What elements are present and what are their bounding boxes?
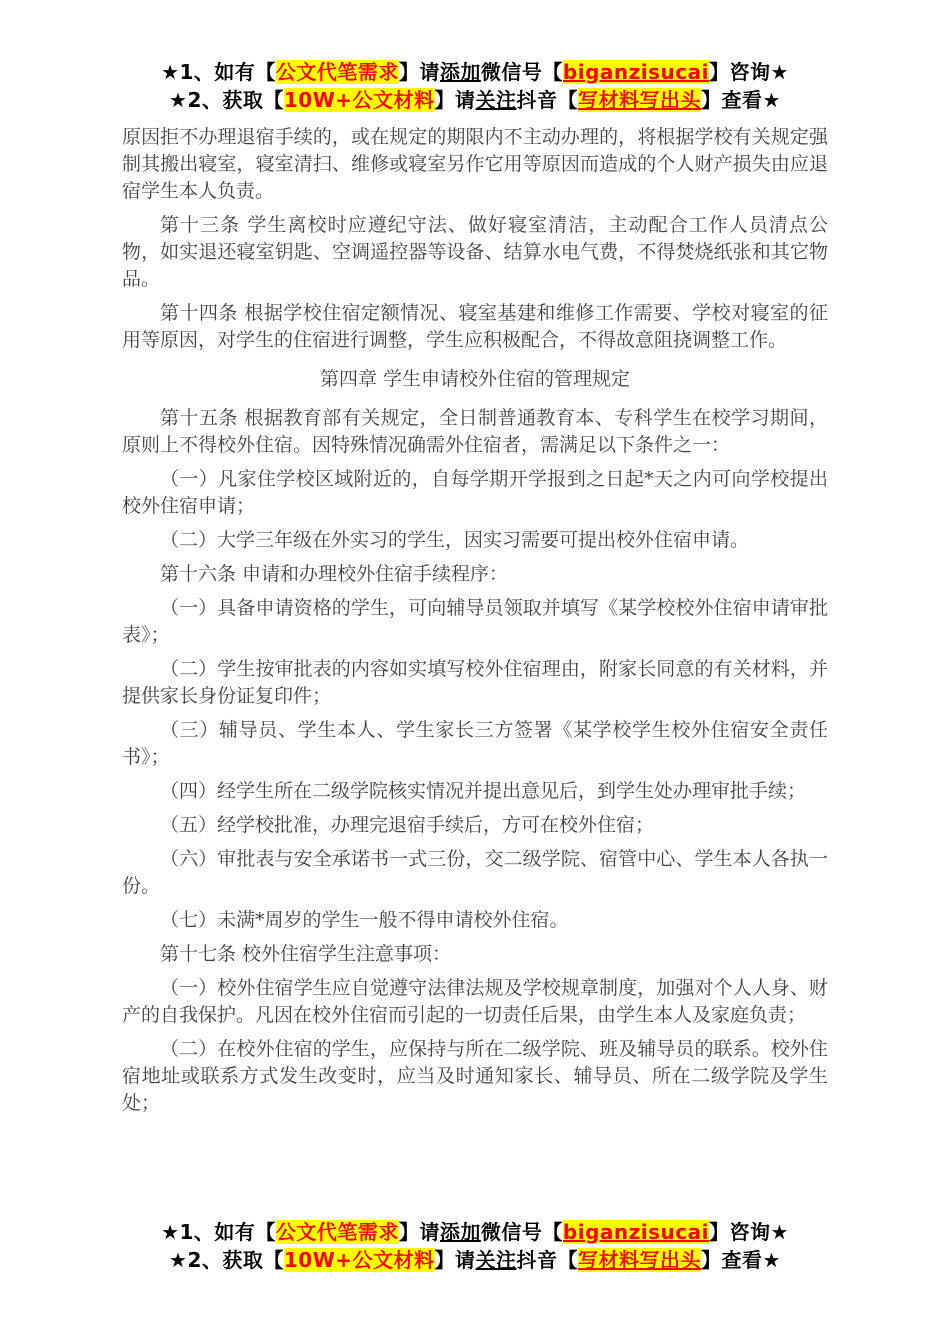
paragraph: （一）具备申请资格的学生，可向辅导员领取并填写《某学校校外住宿申请审批表》；	[122, 597, 828, 646]
paragraph: 第十五条 根据教育部有关规定，全日制普通教育本、专科学生在校学习期间，原则上不得校外住宿。因特殊情况确需外住宿者，需满足以下条件之一：	[122, 407, 828, 456]
promo-line	[0, 1246, 950, 1274]
promo-line	[0, 58, 950, 86]
promo-header	[0, 0, 950, 114]
promo-text: ★2、获取【	[169, 1248, 284, 1272]
paragraph: （六）审批表与安全承诺书一式三份，交二级学院、宿管中心、学生本人各执一份。	[122, 848, 828, 897]
paragraph: 第十四条 根据学校住宿定额情况、寝室基建和维修工作需要、学校对寝室的征用等原因，对学生的住宿进行调整，学生应积极配合，不得故意阻挠调整工作。	[122, 302, 828, 351]
promo-text: 】请	[434, 1248, 476, 1272]
paragraph: （二）在校外住宿的学生，应保持与所在二级学院、班及辅导员的联系。校外住宿地址或联系方式发生改变时，应当及时通知家长、辅导员、所在二级学院及学生处；	[122, 1038, 828, 1114]
paragraph: （四）经学生所在二级学院核实情况并提出意见后，到学生处办理审批手续；	[160, 780, 807, 802]
promo-text: 微信号【	[480, 1220, 563, 1244]
promo-underline-text: 添加	[439, 1220, 481, 1244]
promo-highlight-text: 10W+公文材料	[283, 88, 435, 112]
promo-highlight-text: 公文代笔需求	[275, 1220, 399, 1244]
promo-highlight-link-text: 写材料写出头	[578, 1248, 702, 1272]
promo-text: 】请	[434, 88, 476, 112]
promo-text: 】咨询★	[709, 1220, 789, 1244]
paragraph: 第十七条 校外住宿学生注意事项：	[160, 943, 452, 965]
promo-text: 抖音【	[516, 88, 579, 112]
promo-text: 】咨询★	[709, 60, 789, 84]
promo-text: ★1、如有【	[161, 1220, 276, 1244]
promo-line	[0, 86, 950, 114]
paragraph: （二）学生按审批表的内容如实填写校外住宿理由，附家长同意的有关材料，并提供家长身份证复印件；	[122, 658, 828, 707]
paragraph: （一）凡家住学校区域附近的，自每学期开学报到之日起*天之内可向学校提出校外住宿申请；	[122, 468, 828, 517]
promo-text: 】查看★	[701, 88, 781, 112]
promo-text: ★2、获取【	[169, 88, 284, 112]
promo-highlight-link-text: biganzisucai	[562, 60, 709, 84]
paragraph: （五）经学校批准，办理完退宿手续后，方可在校外住宿；	[160, 814, 655, 836]
promo-text: ★1、如有【	[161, 60, 276, 84]
paragraph: 原因拒不办理退宿手续的，或在规定的期限内不主动办理的，将根据学校有关规定强制其搬出寝室，寝室清扫、维修或寝室另作它用等原因而造成的个人财产损失由应退宿学生本人负责。	[122, 126, 828, 202]
promo-footer	[0, 1218, 950, 1344]
paragraph: （三）辅导员、学生本人、学生家长三方签署《某学校学生校外住宿安全责任书》；	[122, 719, 828, 768]
promo-line	[0, 1218, 950, 1246]
promo-underline-text: 添加	[439, 60, 481, 84]
promo-highlight-text: 10W+公文材料	[283, 1248, 435, 1272]
promo-text: 抖音【	[516, 1248, 579, 1272]
promo-highlight-link-text: 写材料写出头	[578, 88, 702, 112]
document-body	[0, 114, 950, 1218]
paragraph: （二）大学三年级在外实习的学生，因实习需要可提出校外住宿申请。	[160, 529, 750, 551]
promo-text: 】请	[398, 60, 440, 84]
chapter-heading: 第四章 学生申请校外住宿的管理规定	[319, 368, 631, 390]
promo-text: 】查看★	[701, 1248, 781, 1272]
paragraph: 第十六条 申请和办理校外住宿手续程序：	[160, 563, 509, 585]
promo-text: 微信号【	[480, 60, 563, 84]
promo-underline-text: 关注	[475, 88, 517, 112]
promo-text: 】请	[398, 1220, 440, 1244]
promo-underline-text: 关注	[475, 1248, 517, 1272]
paragraph: 第十三条 学生离校时应遵纪守法、做好寝室清洁，主动配合工作人员清点公物，如实退还寝室钥匙、空调遥控器等设备、结算水电气费，不得焚烧纸张和其它物品。	[122, 214, 828, 290]
promo-highlight-text: 公文代笔需求	[275, 60, 399, 84]
paragraph: （七）未满*周岁的学生一般不得申请校外住宿。	[160, 909, 569, 931]
paragraph: （一）校外住宿学生应自觉遵守法律法规及学校规章制度，加强对个人人身、财产的自我保护。凡因在校外住宿而引起的一切责任后果，由学生本人及家庭负责；	[122, 977, 828, 1026]
promo-highlight-link-text: biganzisucai	[562, 1220, 709, 1244]
